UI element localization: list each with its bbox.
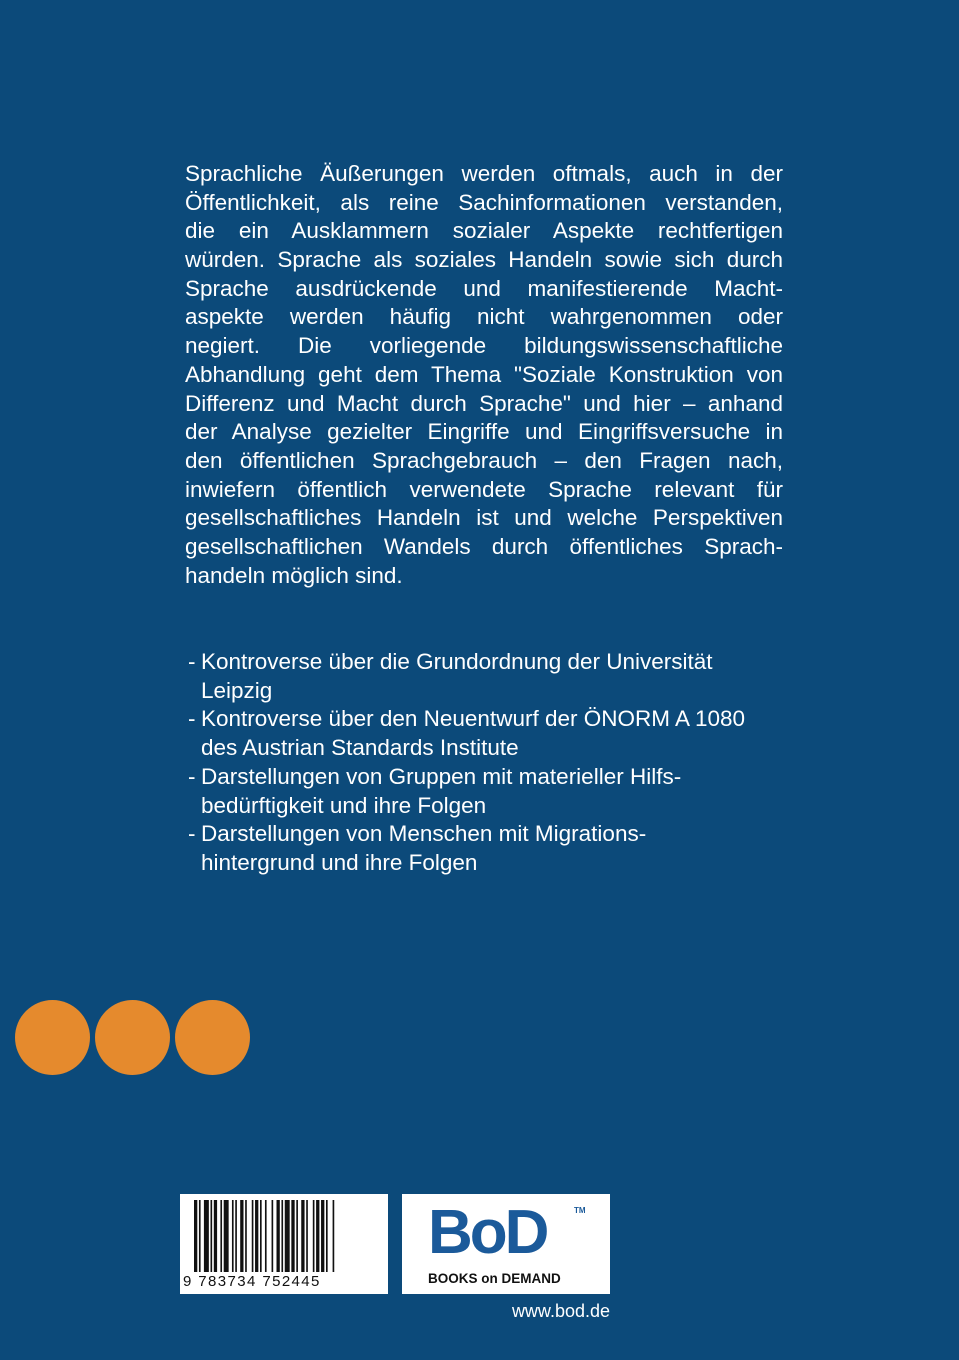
barcode-bar	[285, 1200, 290, 1272]
barcode-bar	[224, 1200, 229, 1272]
barcode-bar	[235, 1200, 237, 1272]
barcode-bar	[326, 1200, 328, 1272]
barcode-bar	[204, 1200, 209, 1272]
list-item-line: Leipzig	[201, 677, 273, 703]
barcode-bar	[306, 1200, 308, 1272]
blurb-line: würden. Sprache als soziales Handeln sowie sich durch	[185, 247, 783, 273]
blurb-line: Differenz und Macht durch Sprache" und hier – anhand	[185, 390, 783, 416]
blurb-line: der Analyse gezielter Eingriffe und Eingriffsversuche in	[185, 419, 783, 445]
blurb-text	[185, 160, 783, 590]
list-item-line: hintergrund und ihre Folgen	[201, 849, 478, 875]
barcode-bar	[252, 1200, 254, 1272]
blurb-line: gesellschaftliches Handeln ist und welche Perspektiven	[185, 505, 783, 531]
blurb-line: Abhandlung geht dem Thema "Soziale Konstruktion von	[185, 361, 783, 387]
list-item-line: Darstellungen von Gruppen mit materieller Hilfs-	[201, 763, 682, 789]
barcode-bar	[265, 1200, 267, 1272]
barcode-bar	[313, 1200, 315, 1272]
barcode-bar	[316, 1200, 319, 1272]
list-dash: -	[188, 706, 196, 732]
barcode-bar	[321, 1200, 324, 1272]
topic-list	[188, 648, 788, 878]
barcode-bar	[240, 1200, 243, 1272]
list-item	[188, 648, 788, 705]
barcode-bar	[255, 1200, 258, 1272]
barcode-bar	[214, 1200, 217, 1272]
bod-logo-mark: BoD	[428, 1198, 547, 1267]
blurb-line: den öffentlichen Sprachgebrauch – den Fragen nach,	[185, 447, 783, 473]
trademark-symbol: TM	[574, 1206, 586, 1215]
barcode-bar	[220, 1200, 222, 1272]
blurb-line: die ein Ausklammern sozialer Aspekte rechtfertigen	[185, 218, 783, 244]
barcode-bar	[245, 1200, 247, 1272]
barcode-digits: 9 783734 752445	[183, 1273, 321, 1290]
blurb-line: inwiefern öffentlich verwendete Sprache relevant für	[185, 476, 783, 502]
barcode-bar	[232, 1200, 234, 1272]
bod-tagline: BOOKS on DEMAND	[428, 1271, 561, 1286]
list-item	[188, 763, 788, 820]
list-item-line: Darstellungen von Menschen mit Migrations-	[201, 821, 647, 847]
barcode	[180, 1194, 388, 1294]
decorative-dots	[15, 1000, 255, 1076]
barcode-bar	[296, 1200, 298, 1272]
orange-dot	[95, 1000, 170, 1075]
list-item-line: Kontroverse über die Grundordnung der Universität	[201, 649, 713, 674]
list-dash: -	[188, 649, 196, 674]
list-item	[188, 820, 788, 877]
list-item-line: Kontroverse über den Neuentwurf der ÖNORM A 1080	[201, 706, 746, 732]
barcode-bar	[277, 1200, 280, 1272]
list-item	[188, 705, 788, 762]
list-dash: -	[188, 821, 196, 847]
barcode-bar	[194, 1200, 197, 1272]
blurb-line: Öffentlichkeit, als reine Sachinformationen verstanden,	[185, 189, 783, 215]
barcode-bar	[333, 1200, 335, 1272]
barcode-bar	[211, 1200, 213, 1272]
publisher-url: www.bod.de	[511, 1301, 610, 1321]
barcode-bar	[199, 1200, 201, 1272]
orange-dot	[15, 1000, 90, 1075]
orange-dot	[175, 1000, 250, 1075]
barcode-bar	[301, 1200, 304, 1272]
blurb-line: Sprache ausdrückende und manifestierende Macht-	[185, 275, 783, 301]
blurb-line: handeln möglich sind.	[185, 562, 403, 588]
barcode-bar	[281, 1200, 283, 1272]
list-item-line: bedürftigkeit und ihre Folgen	[201, 792, 487, 818]
list-dash: -	[188, 763, 196, 789]
barcode-bar	[272, 1200, 274, 1272]
list-item-line: des Austrian Standards Institute	[201, 735, 519, 761]
blurb-line: aspekte werden häufig nicht wahrgenommen oder	[185, 304, 783, 330]
blurb-line: Sprachliche Äußerungen werden oftmals, auch in der	[185, 161, 783, 186]
barcode-bar	[260, 1200, 262, 1272]
barcode-bar	[291, 1200, 294, 1272]
blurb-line: gesellschaftlichen Wandels durch öffentliches Sprach-	[185, 533, 783, 559]
publisher-logo	[402, 1194, 610, 1294]
blurb-line: negiert. Die vorliegende bildungswissenschaftliche	[185, 333, 783, 359]
